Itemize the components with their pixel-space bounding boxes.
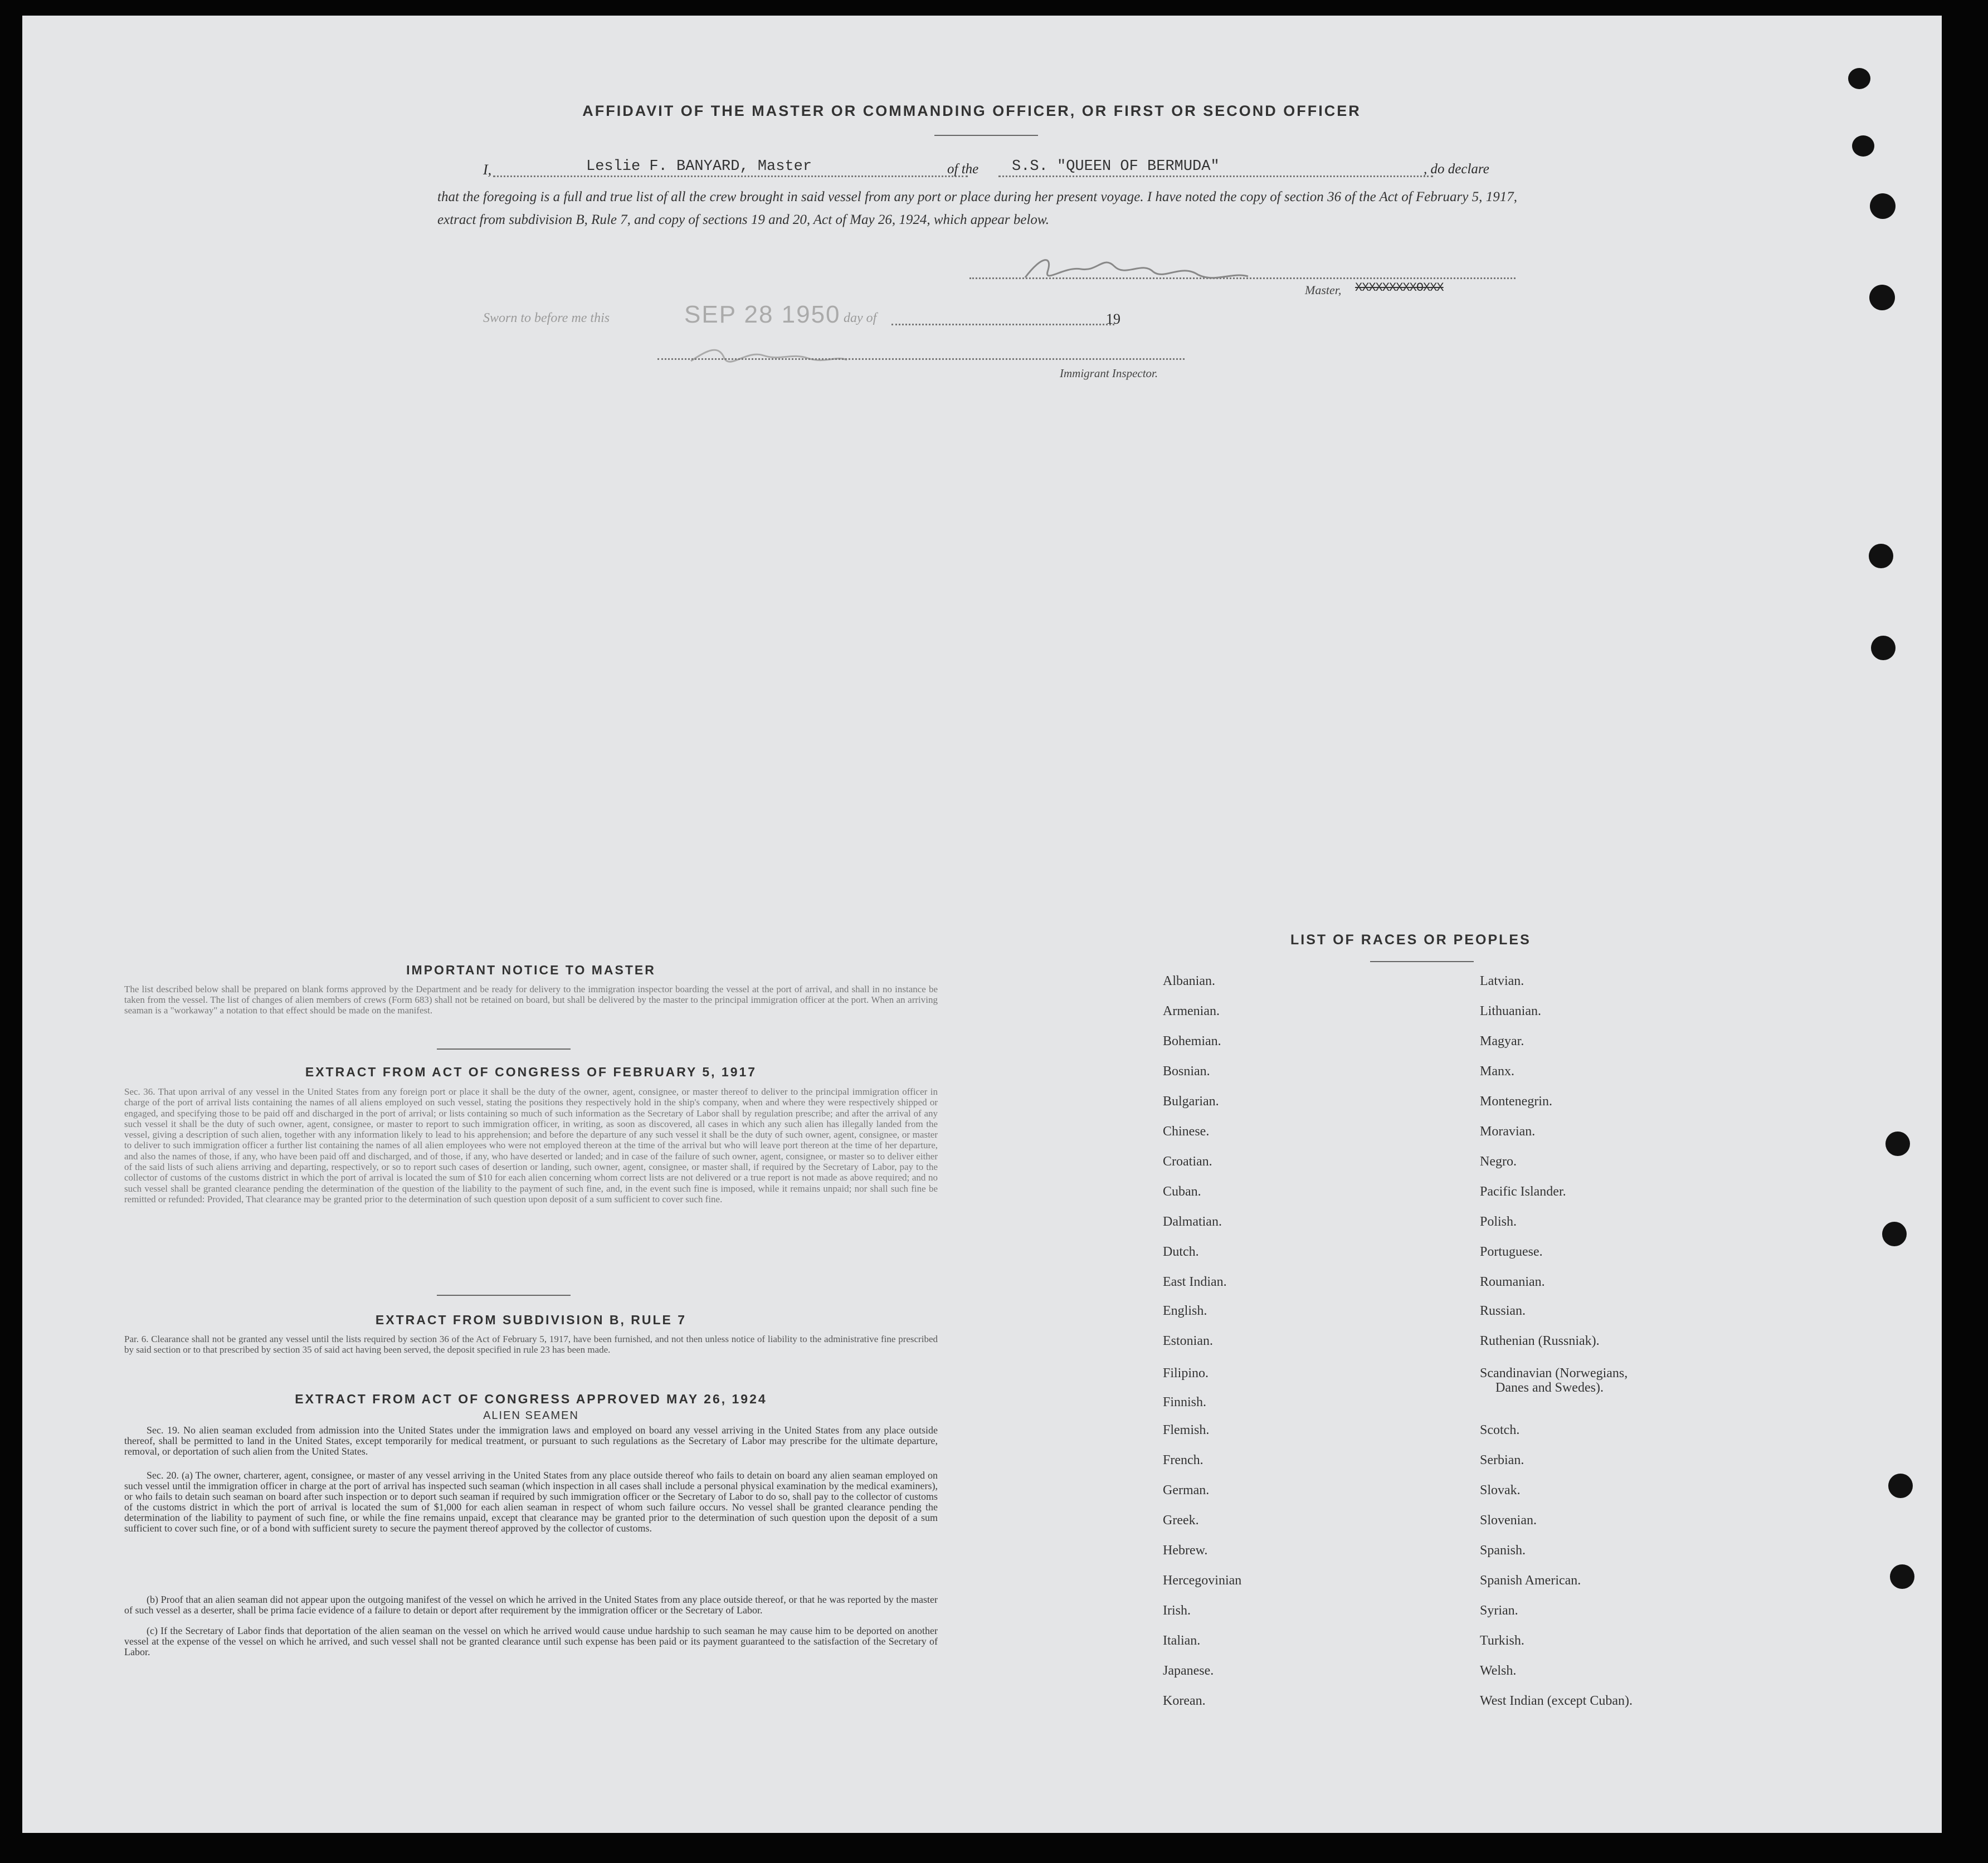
punch-hole [1870,193,1896,219]
extract-1924-heading: EXTRACT FROM ACT OF CONGRESS APPROVED MAY 26, 1924 [295,1392,767,1406]
race-item: Armenian. [1163,1004,1220,1018]
race-item: Russian. [1480,1304,1526,1318]
race-item: Scandinavian (Norwegians, [1480,1366,1628,1381]
race-item: Estonian. [1163,1334,1213,1348]
master-name: Leslie F. BANYARD, Master [586,158,812,175]
race-item: Slovenian. [1480,1513,1537,1528]
divider [437,1048,571,1050]
punch-hole [1848,68,1870,89]
divider [934,135,1038,136]
race-item: Roumanian. [1480,1275,1545,1289]
do-declare-label: , do declare [1424,162,1489,177]
sec20c-text: (c) If the Secretary of Labor finds that deportation of the alien seaman on the vessel on which he arrived would cause undue hardship to such seaman he may cause him to be deported on another vessel at the expense of the vessel on which he arrived, and such vessel shall not be granted clearance until such expense has been paid or its payment guaranteed to the satisfaction of the Secretary of Labor. [124,1625,938,1657]
affidavit-title: AFFIDAVIT OF THE MASTER OR COMMANDING OFFICER, OR FIRST OR SECOND OFFICER [582,103,1361,119]
ship-name: S.S. "QUEEN OF BERMUDA" [1012,158,1220,175]
master-struck-out: XXXXXXXXXOXXX [1355,281,1444,295]
race-item: Japanese. [1163,1664,1214,1678]
race-item: Moravian. [1480,1124,1536,1139]
race-item: Negro. [1480,1154,1517,1169]
race-item: Dutch. [1163,1245,1199,1259]
punch-hole [1888,1474,1913,1498]
race-item: Spanish American. [1480,1573,1581,1588]
inspector-label: Immigrant Inspector. [1060,367,1158,380]
race-item: Ruthenian (Russniak). [1480,1334,1600,1348]
punch-hole [1852,135,1874,157]
race-item: Pacific Islander. [1480,1184,1566,1199]
divider [1370,961,1474,962]
race-item: Dalmatian. [1163,1215,1222,1229]
race-item: Welsh. [1480,1664,1517,1678]
race-item: Polish. [1480,1215,1517,1229]
race-item: Albanian. [1163,974,1215,988]
sworn-label: Sworn to before me this [483,311,610,325]
race-item: Cuban. [1163,1184,1201,1199]
race-item: Manx. [1480,1064,1514,1079]
race-item: Flemish. [1163,1423,1210,1437]
race-item: Slovak. [1480,1483,1521,1498]
race-item: Irish. [1163,1603,1191,1618]
punch-hole [1885,1132,1910,1156]
punch-hole [1871,636,1896,660]
master-signature [1020,250,1254,294]
sec19-text: Sec. 19. No alien seaman excluded from admission into the United States under the immigration laws and employed on board any vessel arriving in the United States from any place outside thereof, shall be permitted to land in the United States, except temporarily for medical treatment, or pursuant to such regulations as the Secretary of Labor may prescribe for the ultimate departure, removal, or deportation of such alien from the United States. [124,1425,938,1457]
race-item: Finnish. [1163,1395,1207,1410]
race-item: Filipino. [1163,1366,1209,1381]
race-item: Bulgarian. [1163,1094,1219,1109]
race-item: English. [1163,1304,1207,1318]
document-page [22,16,1942,1833]
extract-1917-text: Sec. 36. That upon arrival of any vessel in the United States from any foreign port or place it shall be the duty of the owner, agent, consignee, or master thereof to deliver to the principal immigration officer in charge of the port of arrival lists containing the names of all aliens employed on such vessel, stating the positions they respectively hold in the ship's company, when and where they were respectively shipped or engaged, and specifying those to be paid off and discharged in the port of arrival; or lists containing so much of such information as the Secretary of Labor shall by regulation prescribe; and after the arrival of any such vessel it shall be the duty of such owner, agent, consignee, or master to report to such immigration officer, in writing, as soon as discovered, all cases in which any such alien has illegally landed from the vessel, giving a description of such alien, together with any information likely to lead to his apprehension; and before the departure of any such vessel it shall be the duty of such owner, agent, consignee, or master to deliver to such immigration officer a further list containing the names of all alien employees who were not employed thereon at the time of the arrival but who will leave port thereon at the time of her departure, and also the names of those, if any, who have been paid off and discharged, and of those, if any, who have deserted or landed; and in case of the failure of such owner, agent, consignee, or master so to deliver either of the said lists of such aliens arriving and departing, respectively, or so to report such cases of desertion or landing, such owner, agent, consignee, or master shall, if required by the Secretary of Labor, pay to the collector of customs of the customs district in which the port of arrival is located the sum of $10 for each alien concerning whom correct lists are not delivered or a true report is not made as above required; and no such vessel shall be granted clearance pending the determination of the question of the liability to the payment of such fine, and, in the event such fine is imposed, while it remains unpaid; nor shall such fine be remitted or refunded: Provided, That clearance may be granted prior to the determination of such question upon deposit of a sum sufficient to cover such fine. [124,1086,938,1204]
race-item: Montenegrin. [1480,1094,1552,1109]
rule7-heading: EXTRACT FROM SUBDIVISION B, RULE 7 [375,1313,687,1327]
notice-heading: IMPORTANT NOTICE TO MASTER [406,963,656,977]
day-line [891,324,1114,325]
notice-text: The list described below shall be prepared on blank forms approved by the Department and be ready for delivery to the immigration inspector boarding the vessel at the port of arrival, and shall in no instance be taken from the vessel. The list of changes of alien members of crews (Form 683) shall not be retained on board, but shall be delivered by the master to the principal immigration officer at the port. When an arriving seaman is a "workaway" a notation to that effect should be made on the manifest. [124,984,938,1016]
punch-hole [1890,1564,1914,1589]
race-item: East Indian. [1163,1275,1227,1289]
race-item: Danes and Swedes). [1495,1381,1604,1395]
ship-line [998,175,1433,177]
i-label: I, [483,162,492,178]
punch-hole [1869,285,1895,310]
rule7-text: Par. 6. Clearance shall not be granted any vessel until the lists required by section 36 of the Act of February 5, 1917, have been furnished, and not then unless notice of liability to the administrative fine prescribed by said section or to that prescribed by section 35 of said act having been served, the deposit specified in rule 23 has been made. [124,1334,938,1355]
sec20a-text: Sec. 20. (a) The owner, charterer, agent, consignee, or master of any vessel arriving in the United States from any place outside thereof who fails to detain on board any alien seaman employed on such vessel until the immigration officer in charge at the port of arrival has inspected such seaman (which inspection in all cases shall include a personal physical examination by the medical examiners), or who fails to detain such seaman on board after such inspection or to deport such seaman if required by such immigration officer or the Secretary of Labor to do so, shall pay to the collector of customs of the customs district in which the port of arrival is located the sum of $1,000 for each alien seaman in respect of whom such failure occurs. No vessel shall be granted clearance pending the determination of the liability to payment of such fine, or while the fine remains unpaid, except that clearance may be granted prior to the determination of such question upon the deposit of a sum sufficient to cover such fine, or of a bond with sufficient surety to secure the payment thereof approved by the collector of customs. [124,1470,938,1534]
name-line [493,175,968,177]
inspector-line [657,358,1185,360]
year-prefix: 19 [1106,311,1120,327]
alien-seamen-subheading: ALIEN SEAMEN [483,1410,579,1422]
of-the-label: of the [947,162,979,177]
race-item: Bohemian. [1163,1034,1221,1048]
race-item: Portuguese. [1480,1245,1543,1259]
race-item: Scotch. [1480,1423,1520,1437]
races-heading: LIST OF RACES OR PEOPLES [1290,932,1531,948]
race-item: Italian. [1163,1633,1201,1648]
race-item: Spanish. [1480,1543,1526,1558]
race-item: Syrian. [1480,1603,1518,1618]
race-item: Lithuanian. [1480,1004,1541,1018]
race-item: Hebrew. [1163,1543,1208,1558]
race-item: Chinese. [1163,1124,1210,1139]
race-item: Croatian. [1163,1154,1212,1169]
race-item: Serbian. [1480,1453,1524,1467]
race-item: Hercegovinian [1163,1573,1242,1588]
race-item: Greek. [1163,1513,1199,1528]
sec20b-text: (b) Proof that an alien seaman did not appear upon the outgoing manifest of the vessel on which he arrived in the United States from any place outside thereof, or that he was reported by the master of such vessel as a deserter, shall be prima facie evidence of a failure to detain or deport after requirement by the immigration officer or the Secretary of Labor. [124,1594,938,1616]
affidavit-body: that the foregoing is a full and true list of all the crew brought in said vessel from any port or place during her present voyage. I have noted the copy of section 36 of the Act of February 5, 1917, extract from subdivision B, Rule 7, and copy of sections 19 and 20, Act of May 26, 1924, which appear below. [437,189,1517,227]
date-stamp: SEP 28 1950 [684,301,841,328]
divider [437,1295,571,1296]
race-item: Bosnian. [1163,1064,1210,1079]
day-of-label: day of [844,311,877,325]
race-item: Turkish. [1480,1633,1524,1648]
race-item: Latvian. [1480,974,1524,988]
race-item: French. [1163,1453,1203,1467]
race-item: German. [1163,1483,1210,1498]
race-item: Korean. [1163,1694,1206,1708]
extract-1917-heading: EXTRACT FROM ACT OF CONGRESS OF FEBRUARY 5, 1917 [305,1065,757,1079]
race-item: Magyar. [1480,1034,1524,1048]
master-label: Master, [1305,283,1342,297]
punch-hole [1882,1222,1907,1246]
race-item: West Indian (except Cuban). [1480,1694,1633,1708]
punch-hole [1869,544,1893,568]
